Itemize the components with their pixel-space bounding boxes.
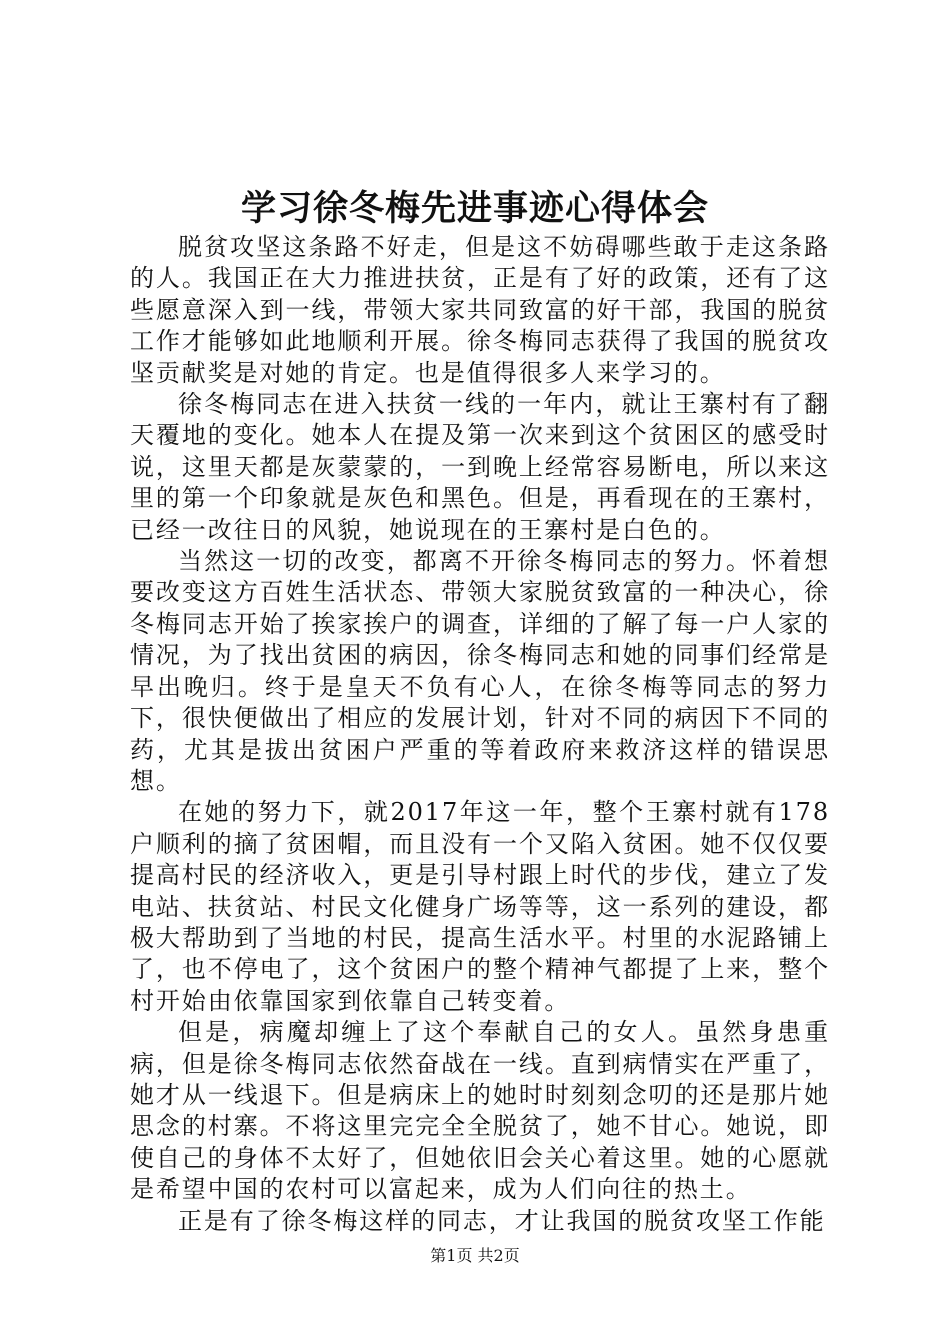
paragraph-2: 徐冬梅同志在进入扶贫一线的一年内，就让王寨村有了翻天覆地的变化。她本人在提及第一次来到这个贫困区的感受时说，这里天都是灰蒙蒙的，一到晚上经常容易断电，所以来这里的第一个印象就是灰色和黑色。但是，再看现在的王寨村，已经一改往日的风貌，她说现在的王寨村是白色的。 [130,390,830,544]
paragraph-4: 在她的努力下，就2017年这一年，整个王寨村就有178户顺利的摘了贫困帽，而且没有一个又陷入贫困。她不仅仅要提高村民的经济收入，更是引导村跟上时代的步伐，建立了发电站、扶贫站、村民文化健身广场等等，这一系列的建设，都极大帮助到了当地的村民，提高生活水平。村里的水泥路铺上了，也不停电了，这个贫困户的整个精神气都提了上来，整个村开始由依靠国家到依靠自己转变着。 [130,798,830,1015]
page-number-footer: 第1页 共2页 [430,1246,520,1265]
document-body [130,232,830,1237]
paragraph-5: 但是，病魔却缠上了这个奉献自己的女人。虽然身患重病，但是徐冬梅同志依然奋战在一线。直到病情实在严重了，她才从一线退下。但是病床上的她时时刻刻念叨的还是那片她思念的村寨。不将这里完完全全脱贫了，她不甘心。她说，即使自己的身体不太好了，但她依旧会关心着这里。她的心愿就是希望中国的农村可以富起来，成为人们向往的热土。 [130,1018,830,1204]
paragraph-3: 当然这一切的改变，都离不开徐冬梅同志的努力。怀着想要改变这方百姓生活状态、带领大家脱贫致富的一种决心，徐冬梅同志开始了挨家挨户的调查，详细的了解了每一户人家的情况，为了找出贫困的病因，徐冬梅同志和她的同事们经常是早出晚归。终于是皇天不负有心人，在徐冬梅等同志的努力下，很快便做出了相应的发展计划，针对不同的病因下不同的药，尤其是拔出贫困户严重的等着政府来救济这样的错误思想。 [130,547,830,795]
paragraph-6: 正是有了徐冬梅这样的同志，才让我国的脱贫攻坚工作能 [178,1206,826,1235]
paragraph-1: 脱贫攻坚这条路不好走，但是这不妨碍哪些敢于走这条路的人。我国正在大力推进扶贫，正是有了好的政策，还有了这些愿意深入到一线，带领大家共同致富的好干部，我国的脱贫工作才能够如此地顺利开展。徐冬梅同志获得了我国的脱贫攻坚贡献奖是对她的肯定。也是值得很多人来学习的。 [130,233,830,387]
document-title: 学习徐冬梅先进事迹心得体会 [240,188,709,229]
